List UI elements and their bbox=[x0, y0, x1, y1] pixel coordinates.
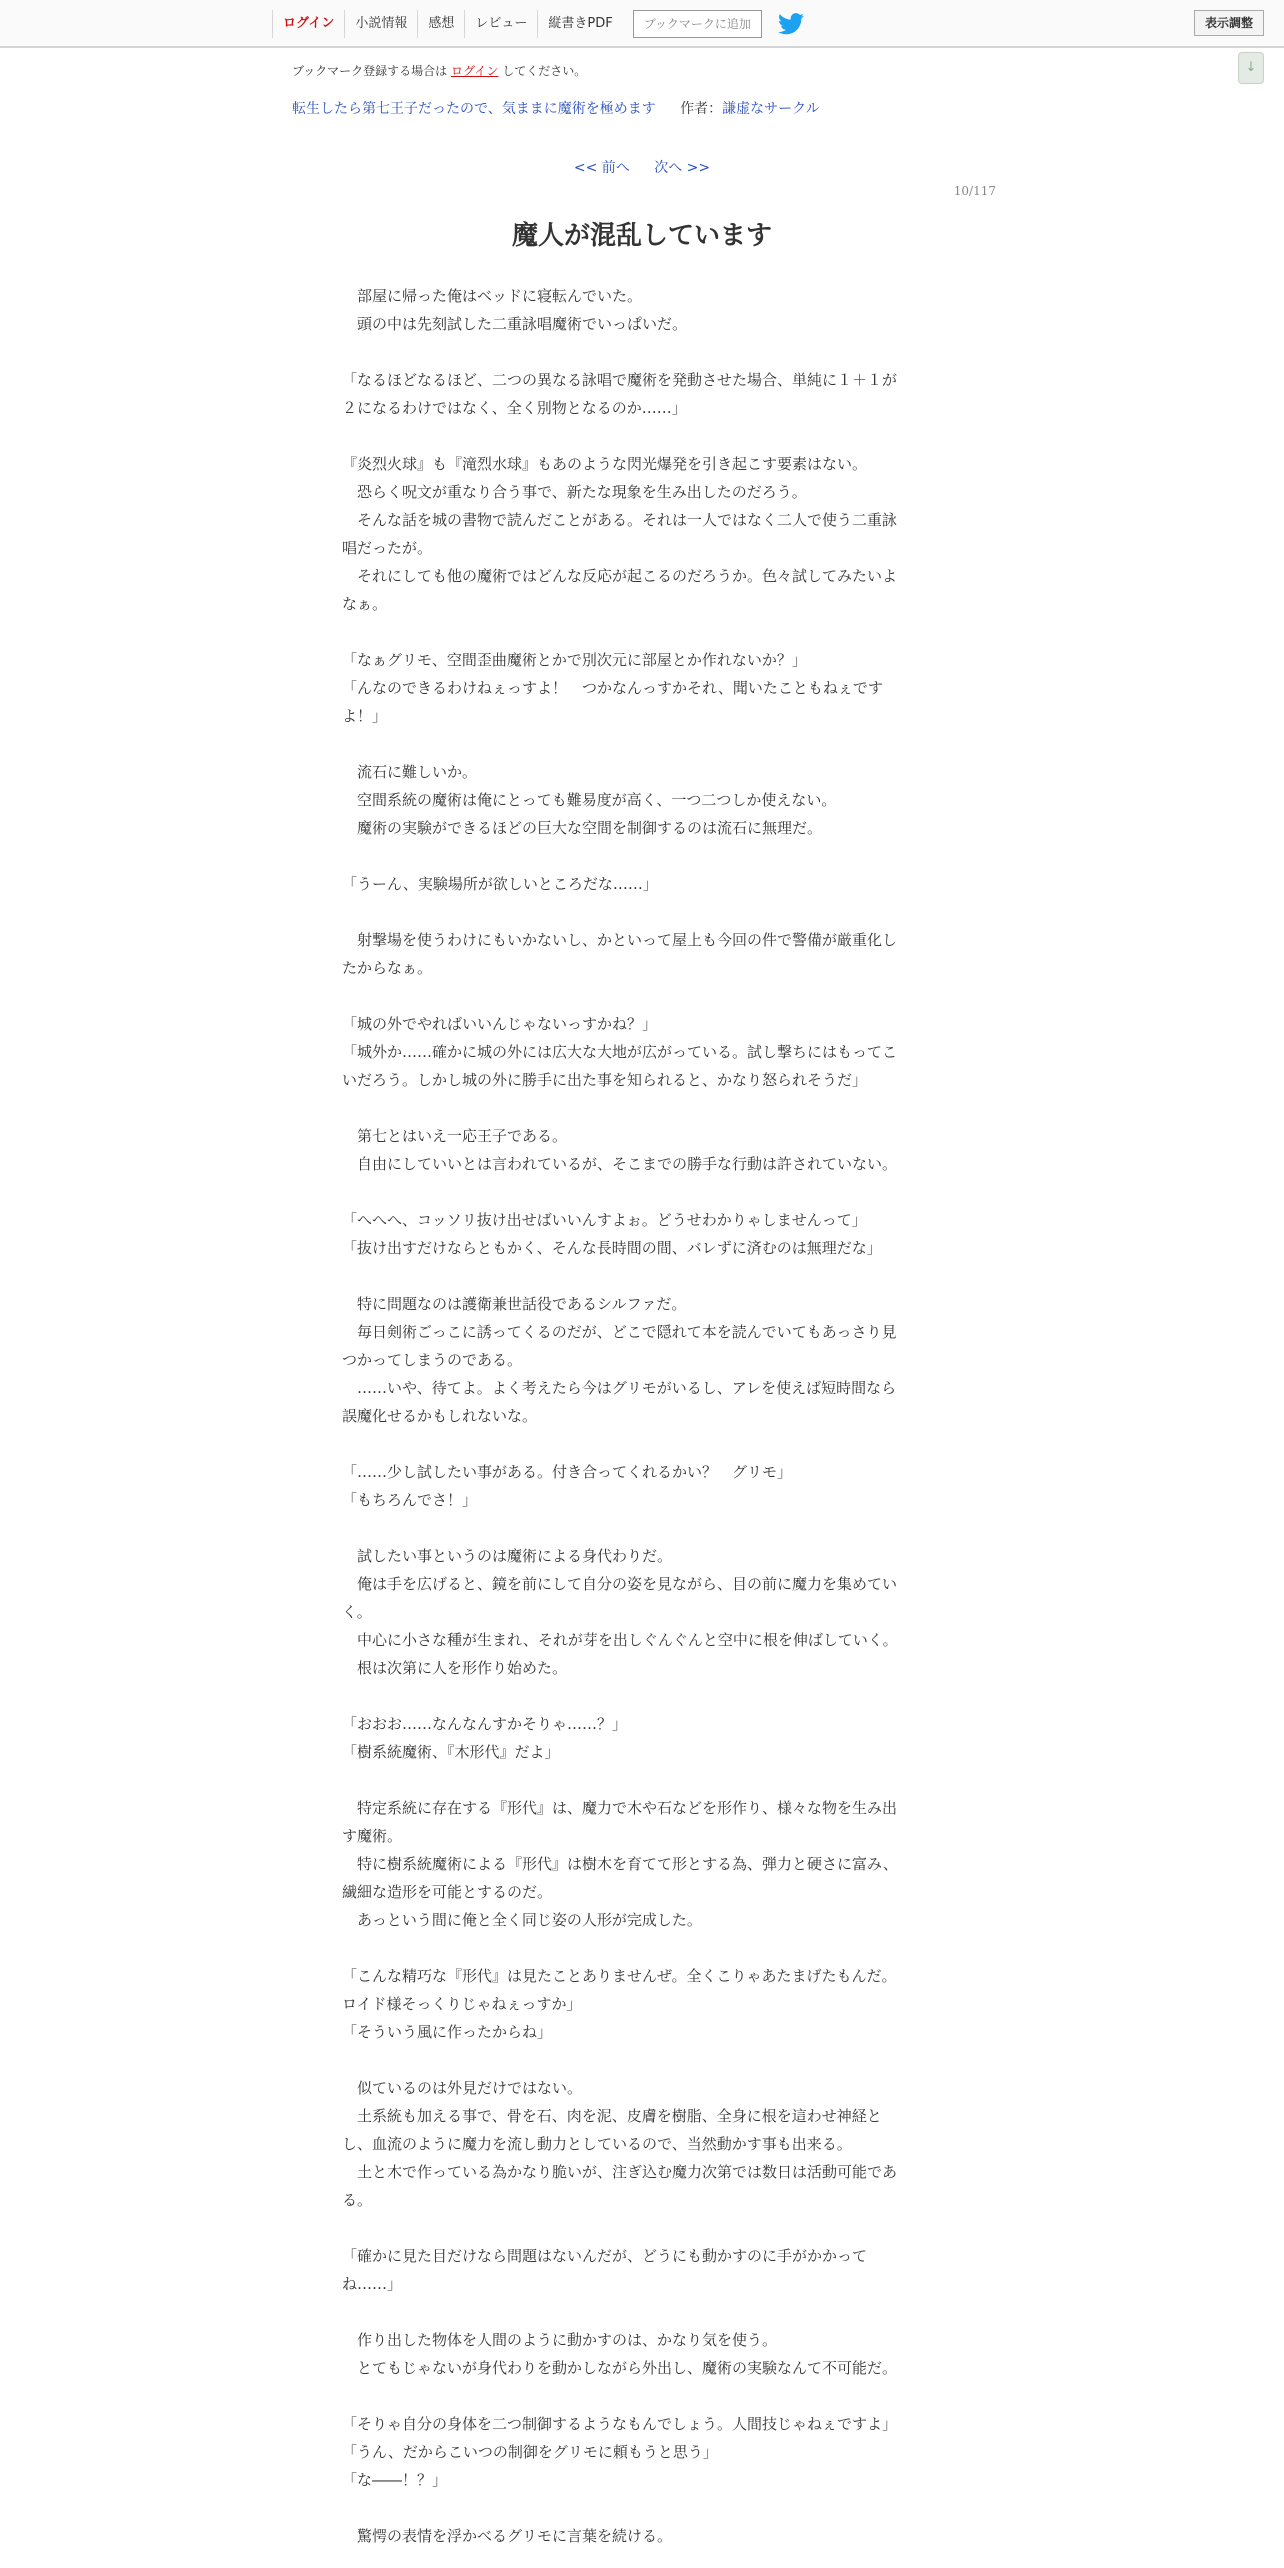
blank-line bbox=[342, 338, 942, 366]
impressions-link[interactable]: 感想 bbox=[417, 10, 464, 38]
body-line: 土と木で作っている為かなり脆いが、注ぎ込む魔力次第では数日は活動可能であ bbox=[342, 2163, 898, 2181]
body-line: 「抜け出すだけならともかく、そんな長時間の間、バレずに済むのは無理だな」 bbox=[342, 1239, 882, 1257]
body-line: 射撃場を使うわけにもいかないし、かといって屋上も今回の件で警備が厳重化し bbox=[342, 931, 898, 949]
body-line: 「確かに見た目だけなら問題はないんだが、どうにも動かすのに手がかかって bbox=[342, 2247, 868, 2265]
notice-suffix: してください。 bbox=[502, 64, 587, 78]
body-line: 特に問題なのは護衛兼世話役であるシルファだ。 bbox=[342, 1295, 687, 1313]
body-line: 「うーん、実験場所が欲しいところだな……」 bbox=[342, 875, 658, 893]
body-line: 恐らく呪文が重なり合う事で、新たな現象を生み出したのだろう。 bbox=[342, 483, 807, 501]
body-line: そんな話を城の書物で読んだことがある。それは一人ではなく二人で使う二重詠 bbox=[342, 511, 898, 529]
chapter-body bbox=[342, 282, 942, 2550]
body-line: 流石に難しいか。 bbox=[342, 763, 478, 781]
blank-line bbox=[342, 898, 942, 926]
next-episode-link[interactable]: 次へ >> bbox=[654, 160, 711, 176]
body-line: 中心に小さな種が生まれ、それが芽を出しぐんぐんと空中に根を伸ばしていく。 bbox=[342, 1631, 898, 1649]
review-link[interactable]: レビュー bbox=[464, 10, 537, 38]
body-line: つかってしまうのである。 bbox=[342, 1351, 523, 1369]
vertical-pdf-link[interactable]: 縦書きPDF bbox=[537, 10, 622, 38]
blank-line bbox=[342, 2382, 942, 2410]
blank-line bbox=[342, 2214, 942, 2242]
body-line: 毎日剣術ごっこに誘ってくるのだが、どこで隠れて本を読んでいてもあっさり見 bbox=[342, 1323, 897, 1341]
body-line: 特に樹系統魔術による『形代』は樹木を育てて形とする為、弾力と硬さに富み、 bbox=[342, 1855, 898, 1873]
body-line: る。 bbox=[342, 2191, 373, 2209]
body-line: 「……少し試したい事がある。付き合ってくれるかい？ グリモ」 bbox=[342, 1463, 793, 1481]
body-line: 繊細な造形を可能とするのだ。 bbox=[342, 1883, 553, 1901]
scroll-down-button[interactable]: ↓ bbox=[1238, 52, 1264, 84]
body-line: 部屋に帰った俺はベッドに寝転んでいた。 bbox=[342, 287, 643, 305]
body-line: 土系統も加える事で、骨を石、肉を泥、皮膚を樹脂、全身に根を這わせ神経と bbox=[342, 2107, 882, 2125]
blank-line bbox=[342, 1094, 942, 1122]
body-line: 「もちろんでさ！」 bbox=[342, 1491, 478, 1509]
login-link[interactable]: ログイン bbox=[272, 10, 344, 38]
body-line: なぁ。 bbox=[342, 595, 388, 613]
body-line: それにしても他の魔術ではどんな反応が起こるのだろうか。色々試してみたいよ bbox=[342, 567, 898, 585]
body-line: 「んなのできるわけねぇっすよ！ つかなんっすかそれ、聞いたこともねぇです bbox=[342, 679, 883, 697]
body-line: 「そりゃ自分の身体を二つ制御するようなもんでしょう。人間技じゃねぇですよ」 bbox=[342, 2415, 898, 2433]
twitter-icon[interactable] bbox=[778, 13, 804, 35]
body-line: 魔術の実験ができるほどの巨大な空間を制御するのは流石に無理だ。 bbox=[342, 819, 823, 837]
body-line: 「城の外でやればいいんじゃないっすかね？」 bbox=[342, 1015, 658, 1033]
author-label: 作者： bbox=[680, 101, 723, 117]
body-line: 「うん、だからこいつの制御をグリモに頼もうと思う」 bbox=[342, 2443, 718, 2461]
blank-line bbox=[342, 2494, 942, 2522]
display-settings-button[interactable]: 表示調整 bbox=[1194, 10, 1264, 36]
body-line: 似ているのは外見だけではない。 bbox=[342, 2079, 583, 2097]
body-line: す魔術。 bbox=[342, 1827, 403, 1845]
body-line: 「な――！？」 bbox=[342, 2471, 448, 2489]
blank-line bbox=[342, 1262, 942, 1290]
body-line: たからなぁ。 bbox=[342, 959, 433, 977]
body-line: とてもじゃないが身代わりを動かしながら外出し、魔術の実験なんて不可能だ。 bbox=[342, 2359, 898, 2377]
body-line: 驚愕の表情を浮かべるグリモに言葉を続ける。 bbox=[342, 2527, 673, 2545]
blank-line bbox=[342, 2298, 942, 2326]
site-header bbox=[0, 0, 1284, 48]
body-line: いだろう。しかし城の外に勝手に出た事を知られると、かなり怒られそうだ」 bbox=[342, 1071, 868, 1089]
top-nav bbox=[272, 8, 804, 40]
episode-number: 10/117 bbox=[953, 184, 996, 198]
blank-line bbox=[342, 1178, 942, 1206]
bookmark-login-notice bbox=[292, 62, 586, 79]
author-link[interactable]: 謙虚なサークル bbox=[722, 101, 820, 117]
body-line: 「なぁグリモ、空間歪曲魔術とかで別次元に部屋とか作れないか？」 bbox=[342, 651, 807, 669]
blank-line bbox=[342, 842, 942, 870]
body-line: 試したい事というのは魔術による身代わりだ。 bbox=[342, 1547, 673, 1565]
chapter-title: 魔人が混乱しています bbox=[511, 221, 772, 251]
body-line: 「おおお……なんなんすかそりゃ……？」 bbox=[342, 1715, 628, 1733]
novel-title-link[interactable]: 転生したら第七王子だったので、気ままに魔術を極めます bbox=[292, 101, 656, 117]
body-line: 根は次第に人を形作り始めた。 bbox=[342, 1659, 568, 1677]
body-line: ね……」 bbox=[342, 2275, 403, 2293]
add-bookmark-button[interactable]: ブックマークに追加 bbox=[633, 10, 762, 38]
body-line: 「そういう風に作ったからね」 bbox=[342, 2023, 553, 2041]
notice-login-link[interactable]: ログイン bbox=[451, 64, 499, 78]
body-line: く。 bbox=[342, 1603, 372, 1621]
blank-line bbox=[342, 1514, 942, 1542]
body-line: 「へへへ、コッソリ抜け出せばいいんすよぉ。どうせわかりゃしませんって」 bbox=[342, 1211, 867, 1229]
body-line: 「なるほどなるほど、二つの異なる詠唱で魔術を発動させた場合、単純に１＋１が bbox=[342, 371, 898, 389]
body-line: 特定系統に存在する『形代』は、魔力で木や石などを形作り、様々な物を生み出 bbox=[342, 1799, 898, 1817]
blank-line bbox=[342, 618, 942, 646]
blank-line bbox=[342, 1766, 942, 1794]
body-line: ロイド様そっくりじゃねぇっすか」 bbox=[342, 1995, 582, 2013]
body-line: 誤魔化せるかもしれないな。 bbox=[342, 1407, 538, 1425]
episode-pager bbox=[0, 157, 1284, 177]
blank-line bbox=[342, 1682, 942, 1710]
body-line: 俺は手を広げると、鏡を前にして自分の姿を見ながら、目の前に魔力を集めてい bbox=[342, 1575, 898, 1593]
body-line: あっという間に俺と全く同じ姿の人形が完成した。 bbox=[342, 1911, 702, 1929]
body-line: 空間系統の魔術は俺にとっても難易度が高く、一つ二つしか使えない。 bbox=[342, 791, 837, 809]
body-line: 「こんな精巧な『形代』は見たことありませんぜ。全くこりゃあたまげたもんだ。 bbox=[342, 1967, 897, 1985]
notice-prefix: ブックマーク登録する場合は bbox=[292, 64, 448, 78]
body-line: 「樹系統魔術、『木形代』だよ」 bbox=[342, 1743, 560, 1761]
body-line: 作り出した物体を人間のように動かすのは、かなり気を使う。 bbox=[342, 2331, 778, 2349]
blank-line bbox=[342, 730, 942, 758]
body-line: 『炎烈火球』も『滝烈水球』もあのような閃光爆発を引き起こす要素はない。 bbox=[342, 455, 868, 473]
body-line: ２になるわけではなく、全く別物となるのか……」 bbox=[342, 399, 687, 417]
blank-line bbox=[342, 2046, 942, 2074]
body-line: 唱だったが。 bbox=[342, 539, 433, 557]
blank-line bbox=[342, 1934, 942, 1962]
novel-header bbox=[292, 98, 820, 118]
prev-episode-link[interactable]: << 前へ bbox=[573, 160, 630, 176]
body-line: ……いや、待てよ。よく考えたら今はグリモがいるし、アレを使えば短時間なら bbox=[342, 1379, 897, 1397]
body-line: 第七とはいえ一応王子である。 bbox=[342, 1127, 568, 1145]
body-line: し、血流のように魔力を流し動力としているので、当然動かす事も出来る。 bbox=[342, 2135, 852, 2153]
body-line: 自由にしていいとは言われているが、そこまでの勝手な行動は許されていない。 bbox=[342, 1155, 898, 1173]
body-line: 「城外か……確かに城の外には広大な大地が広がっている。試し撃ちにはもってこ bbox=[342, 1043, 898, 1061]
blank-line bbox=[342, 982, 942, 1010]
blank-line bbox=[342, 1430, 942, 1458]
blank-line bbox=[342, 422, 942, 450]
novel-info-link[interactable]: 小説情報 bbox=[344, 10, 417, 38]
body-line: よ！」 bbox=[342, 707, 388, 725]
body-line: 頭の中は先刻試した二重詠唱魔術でいっぱいだ。 bbox=[342, 315, 688, 333]
